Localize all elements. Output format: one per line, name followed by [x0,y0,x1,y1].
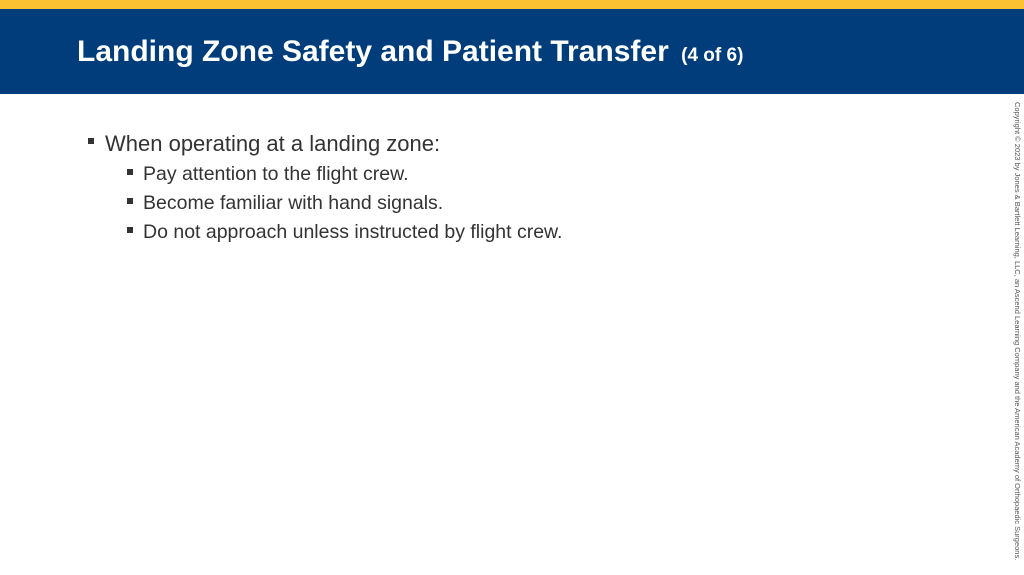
sub-bullet-text: Become familiar with hand signals. [143,192,444,214]
bullet-text: When operating at a landing zone: [105,131,441,156]
sub-bullet-item [86,189,966,218]
bullet-item [86,128,966,160]
square-bullet-icon [127,227,133,233]
copyright-text: Copyright © 2023 by Jones & Bartlett Learning, LLC, an Ascend Learning Company and the American Academy of Orthopaedic Surgeons. [1013,102,1022,561]
square-bullet-icon [127,198,133,204]
sub-bullet-text: Do not approach unless instructed by flight crew. [143,221,563,243]
slide-counter: (4 of 6) [681,45,744,66]
square-bullet-icon [88,138,94,144]
sub-bullet-item [86,160,966,189]
square-bullet-icon [127,169,133,175]
slide-title-text: Landing Zone Safety and Patient Transfer [77,35,669,68]
sub-bullet-text: Pay attention to the flight crew. [143,163,409,185]
accent-stripe [0,0,1024,9]
sub-bullet-item [86,218,966,247]
bullet-list [86,128,966,247]
slide-title [77,34,743,74]
copyright-notice [1012,102,1022,561]
